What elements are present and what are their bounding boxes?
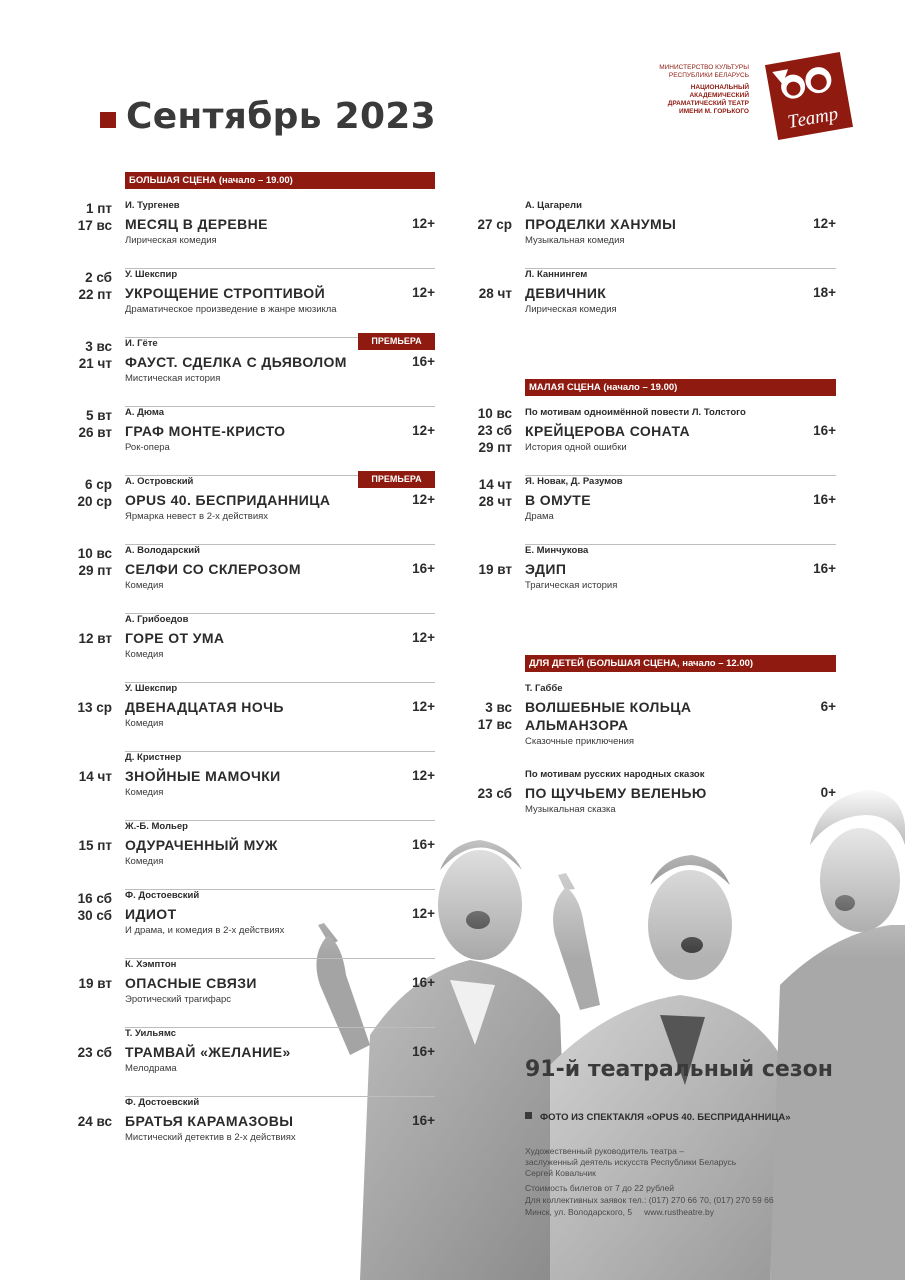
- entry-dates: [78, 545, 112, 579]
- performance-entry: [0, 545, 435, 614]
- age-rating: 12+: [412, 630, 435, 645]
- genre: Рок-опера: [125, 442, 170, 453]
- genre: И драма, и комедия в 2-х действиях: [125, 925, 285, 936]
- age-rating: 16+: [412, 1113, 435, 1128]
- performance-entry: [0, 821, 435, 890]
- entry-dates: [478, 699, 512, 733]
- address-line: [525, 1207, 714, 1218]
- entry-dates: [479, 476, 512, 510]
- age-rating: 12+: [412, 492, 435, 507]
- genre: Драма: [525, 511, 554, 522]
- page-title: Сентябрь 2023: [126, 96, 436, 137]
- performance-title: УКРОЩЕНИЕ СТРОПТИВОЙ: [125, 285, 326, 301]
- author: Ф. Достоевский: [125, 890, 200, 901]
- author: К. Хэмптон: [125, 959, 177, 970]
- performance-title: ИДИОТ: [125, 906, 177, 922]
- entry-dates: [77, 699, 112, 716]
- author: Д. Кристнер: [125, 752, 182, 763]
- performance-title: КРЕЙЦЕРОВА СОНАТА: [525, 423, 691, 439]
- age-rating: 16+: [412, 975, 435, 990]
- date: 26 вт: [78, 425, 112, 440]
- date: 13 ср: [77, 700, 112, 715]
- genre: Комедия: [125, 649, 164, 660]
- genre: Музыкальная сказка: [525, 804, 616, 815]
- entry-dates: [479, 561, 513, 578]
- date: 23 сб: [77, 1045, 112, 1060]
- date: 14 чт: [478, 477, 512, 492]
- age-rating: 12+: [412, 423, 435, 438]
- ministry-label: [659, 64, 749, 80]
- performance-entry: [0, 959, 435, 1028]
- genre: Музыкальная комедия: [525, 235, 625, 246]
- author: А. Володарский: [125, 545, 200, 556]
- theatre-logo: [763, 52, 855, 140]
- theatre-name-line: АКАДЕМИЧЕСКИЙ: [689, 92, 749, 99]
- genre: Мистическая история: [125, 373, 221, 384]
- date: 29 пт: [478, 440, 512, 455]
- entry-dates: [78, 269, 112, 303]
- performance-title: ФАУСТ. СДЕЛКА С ДЬЯВОЛОМ: [125, 354, 347, 370]
- photo-caption: [525, 1112, 791, 1123]
- author: По мотивам одноимённой повести Л. Толстого: [525, 407, 746, 418]
- performance-entry: [0, 1028, 435, 1097]
- performance-title: OPUS 40. БЕСПРИДАННИЦА: [125, 492, 331, 508]
- genre: Сказочные приключения: [525, 736, 635, 747]
- age-rating: 16+: [813, 423, 836, 438]
- director-line: Сергей Ковальчик: [525, 1168, 596, 1178]
- director-line: заслуженный деятель искусств Республики Беларусь: [525, 1157, 737, 1167]
- author: И. Тургенев: [125, 200, 180, 211]
- theatre-name-line: НАЦИОНАЛЬНЫЙ: [690, 84, 749, 91]
- date: 12 вт: [78, 631, 112, 646]
- title-marker: [100, 112, 116, 128]
- premiere-badge: ПРЕМЬЕРА: [358, 333, 435, 350]
- season-title: 91-й театральный сезон: [525, 1057, 833, 1082]
- date: 19 вт: [478, 562, 512, 577]
- caption-marker: [525, 1112, 532, 1119]
- theatre-name-line: ИМЕНИ М. ГОРЬКОГО: [679, 108, 749, 115]
- entry-dates: [78, 200, 112, 234]
- date: 30 сб: [77, 908, 112, 923]
- author: Т. Габбе: [525, 683, 563, 694]
- genre: Комедия: [125, 787, 164, 798]
- performance-title: ДЕВИЧНИК: [525, 285, 607, 301]
- performance-title: СЕЛФИ СО СКЛЕРОЗОМ: [125, 561, 301, 577]
- date: 15 пт: [78, 838, 112, 853]
- genre: Ярмарка невест в 2-х действиях: [125, 511, 269, 522]
- date: 17 вс: [477, 717, 512, 732]
- performance-title: ОПАСНЫЕ СВЯЗИ: [125, 975, 257, 991]
- entry-dates: [78, 1044, 112, 1061]
- age-rating: 16+: [813, 561, 836, 576]
- author: А. Дюма: [125, 407, 165, 418]
- author: Я. Новак, Д. Разумов: [525, 476, 623, 487]
- age-rating: 6+: [820, 699, 836, 714]
- entry-dates: [79, 630, 113, 647]
- age-rating: 12+: [813, 216, 836, 231]
- theatre-name-line: ДРАМАТИЧЕСКИЙ ТЕАТР: [667, 100, 749, 107]
- performance-entry: [0, 614, 435, 683]
- date: 23 сб: [477, 423, 512, 438]
- performance-entry: [0, 200, 435, 269]
- performance-entry: [400, 269, 836, 338]
- date: 24 вс: [77, 1114, 112, 1129]
- theatre-name: [668, 84, 749, 116]
- date: 10 вс: [77, 546, 112, 561]
- kids-header: ДЛЯ ДЕТЕЙ (БОЛЬШАЯ СЦЕНА, начало – 12.00): [525, 655, 836, 672]
- age-rating: 12+: [412, 216, 435, 231]
- performance-title-line2: АЛЬМАНЗОРА: [525, 717, 629, 733]
- performance-entry: [400, 476, 836, 545]
- ministry-line: РЕСПУБЛИКИ БЕЛАРУСЬ: [668, 72, 749, 79]
- genre: История одной ошибки: [525, 442, 627, 453]
- age-rating: 16+: [412, 354, 435, 369]
- performance-entry: [0, 407, 435, 476]
- genre: Комедия: [125, 580, 164, 591]
- performance-entry: [0, 338, 435, 407]
- date: 27 ср: [477, 217, 512, 232]
- performance-title: БРАТЬЯ КАРАМАЗОВЫ: [125, 1113, 294, 1129]
- performance-title: ТРАМВАЙ «ЖЕЛАНИЕ»: [125, 1044, 291, 1060]
- performance-entry: [0, 683, 435, 752]
- date: 20 ср: [77, 494, 112, 509]
- performance-title: ПРОДЕЛКИ ХАНУМЫ: [525, 216, 677, 232]
- small-stage-header: МАЛАЯ СЦЕНА (начало – 19.00): [525, 379, 836, 396]
- director-credit: [525, 1146, 736, 1179]
- age-rating: 16+: [412, 561, 435, 576]
- entry-dates: [78, 837, 112, 854]
- entry-dates: [79, 975, 113, 992]
- performance-entry: [400, 683, 836, 769]
- performance-entry: [400, 545, 836, 614]
- author: Т. Уильямс: [125, 1028, 177, 1039]
- genre: Мелодрама: [125, 1063, 177, 1074]
- entry-dates: [79, 407, 113, 441]
- date: 21 чт: [78, 356, 112, 371]
- performance-entry: [400, 769, 836, 838]
- genre: Лирическая комедия: [525, 304, 617, 315]
- address: Минск, ул. Володарского, 5: [525, 1207, 633, 1217]
- date: 6 ср: [84, 477, 112, 492]
- photo-caption-text: ФОТО ИЗ СПЕКТАКЛЯ «OPUS 40. БЕСПРИДАННИЦА»: [540, 1112, 791, 1123]
- age-rating: 18+: [813, 285, 836, 300]
- age-rating: 16+: [813, 492, 836, 507]
- performance-entry: [0, 269, 435, 338]
- genre: Лирическая комедия: [125, 235, 217, 246]
- date: 19 вт: [78, 976, 112, 991]
- performance-entry: [400, 200, 836, 269]
- entry-dates: [479, 285, 512, 302]
- date: 10 вс: [477, 406, 512, 421]
- author: И. Гёте: [125, 338, 158, 349]
- entry-dates: [79, 768, 112, 785]
- entry-dates: [78, 1113, 112, 1130]
- entry-dates: [478, 785, 512, 802]
- date: 28 чт: [478, 494, 512, 509]
- ticket-price: Стоимость билетов от 7 до 22 рублей: [525, 1183, 674, 1193]
- author: Л. Каннингем: [525, 269, 588, 280]
- age-rating: 12+: [412, 285, 435, 300]
- date: 23 сб: [477, 786, 512, 801]
- entry-dates: [79, 338, 112, 372]
- date: 2 сб: [85, 270, 112, 285]
- performance-entry: [400, 407, 836, 476]
- performance-title: В ОМУТЕ: [525, 492, 591, 508]
- genre: Драматическое произведение в жанре мюзикла: [125, 304, 337, 315]
- date: 29 пт: [78, 563, 112, 578]
- author: А. Островский: [125, 476, 194, 487]
- author: У. Шекспир: [125, 269, 178, 280]
- genre: Эротический трагифарс: [125, 994, 232, 1005]
- website-link[interactable]: www.rustheatre.by: [644, 1207, 714, 1217]
- age-rating: 12+: [412, 768, 435, 783]
- author: А. Цагарели: [525, 200, 582, 211]
- date: 3 вс: [485, 700, 512, 715]
- director-line: Художественный руководитель театра –: [525, 1146, 684, 1156]
- author: Ф. Достоевский: [125, 1097, 200, 1108]
- phones: Для коллективных заявок тел.: (017) 270 66 70, (017) 270 59 66: [525, 1195, 774, 1205]
- performance-title: ЭДИП: [525, 561, 567, 577]
- big-stage-header: БОЛЬШАЯ СЦЕНА (начало – 19.00): [125, 172, 435, 189]
- logo-word: Театр: [786, 103, 840, 133]
- author: Ж.-Б. Мольер: [125, 821, 188, 832]
- date: 28 чт: [478, 286, 512, 301]
- performance-title: ДВЕНАДЦАТАЯ НОЧЬ: [125, 699, 284, 715]
- performance-title: ГРАФ МОНТЕ-КРИСТО: [125, 423, 286, 439]
- date: 16 сб: [77, 891, 112, 906]
- genre: Трагическая история: [525, 580, 618, 591]
- performance-title: ОДУРАЧЕННЫЙ МУЖ: [125, 837, 278, 853]
- age-rating: 12+: [412, 699, 435, 714]
- date: 1 пт: [85, 201, 112, 216]
- performance-title: ВОЛШЕБНЫЕ КОЛЬЦА: [525, 699, 692, 715]
- genre: Мистический детектив в 2-х действиях: [125, 1132, 296, 1143]
- performance-title: ЗНОЙНЫЕ МАМОЧКИ: [125, 768, 281, 784]
- performance-title: ПО ЩУЧЬЕМУ ВЕЛЕНЬЮ: [525, 785, 707, 801]
- premiere-badge: ПРЕМЬЕРА: [358, 471, 435, 488]
- performance-title: МЕСЯЦ В ДЕРЕВНЕ: [125, 216, 268, 232]
- date: 22 пт: [78, 287, 112, 302]
- author: Е. Минчукова: [525, 545, 589, 556]
- entry-dates: [78, 890, 112, 924]
- performance-entry: [0, 476, 435, 545]
- performance-entry: [0, 752, 435, 821]
- entry-dates: [477, 216, 512, 233]
- entry-dates: [478, 405, 512, 456]
- age-rating: 12+: [412, 906, 435, 921]
- performance-entry: [0, 890, 435, 959]
- author: По мотивам русских народных сказок: [525, 769, 705, 780]
- performance-title: ГОРЕ ОТ УМА: [125, 630, 225, 646]
- date: 14 чт: [78, 769, 112, 784]
- age-rating: 16+: [412, 837, 435, 852]
- author: У. Шекспир: [125, 683, 178, 694]
- entry-dates: [77, 476, 112, 510]
- age-rating: 0+: [820, 785, 836, 800]
- date: 3 вс: [85, 339, 112, 354]
- genre: Комедия: [125, 856, 164, 867]
- ministry-line: МИНИСТЕРСТВО КУЛЬТУРЫ: [659, 64, 749, 71]
- genre: Комедия: [125, 718, 164, 729]
- age-rating: 16+: [412, 1044, 435, 1059]
- author: А. Грибоедов: [125, 614, 189, 625]
- date: 5 вт: [86, 408, 112, 423]
- performance-entry: [0, 1097, 435, 1166]
- date: 17 вс: [77, 218, 112, 233]
